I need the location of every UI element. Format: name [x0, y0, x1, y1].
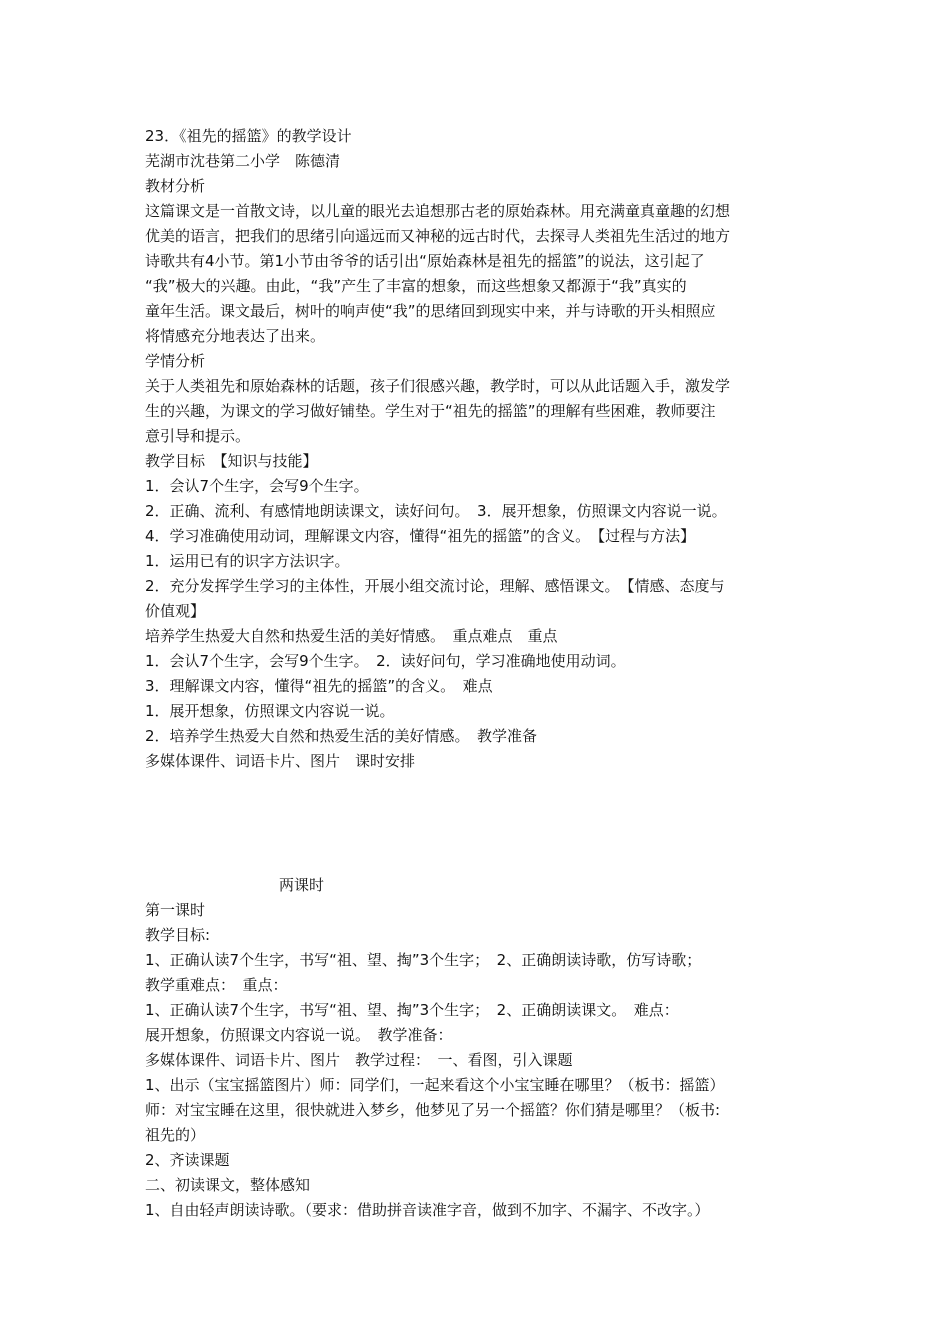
text-line: 第一课时 — [145, 901, 206, 919]
text-line: 展开想象，仿照课文内容说一说。 教学准备： — [145, 1026, 453, 1044]
text-line: “我”极大的兴趣。由此，“我”产生了丰富的想象，而这些想象又都源于“我”真实的 — [145, 277, 687, 295]
text-line: 1、出示（宝宝摇篮图片）师：同学们，一起来看这个小宝宝睡在哪里？（板书：摇篮） — [145, 1076, 725, 1094]
text-line: 学情分析 — [145, 352, 206, 370]
text-line: 这篇课文是一首散文诗，以儿童的眼光去追想那古老的原始森林。用充满童真童趣的幻想 — [145, 202, 731, 220]
text-line: 1、正确认读7个生字，书写“祖、望、掏”3个生字； 2、正确朗读课文。 难点： — [145, 1001, 679, 1019]
text-line: 优美的语言，把我们的思绪引向遥远而又神秘的远古时代，去探寻人类祖先生活过的地方 — [145, 227, 731, 245]
text-line: 生的兴趣，为课文的学习做好铺垫。学生对于“祖先的摇篮”的理解有些困难，教师要注 — [145, 402, 716, 420]
text-line: 关于人类祖先和原始森林的话题，孩子们很感兴趣，教学时，可以从此话题入手，激发学 — [145, 377, 731, 395]
text-line: 2．正确、流利、有感情地朗读课文，读好问句。 3．展开想象，仿照课文内容说一说。 — [145, 502, 727, 520]
text-line: 教学目标 【知识与技能】 — [145, 452, 318, 470]
section-one — [145, 124, 815, 774]
text-line: 1、自由轻声朗读诗歌。（要求：借助拼音读准字音，做到不加字、不漏字、不改字。） — [145, 1201, 710, 1219]
text-line: 祖先的） — [145, 1126, 206, 1144]
text-line: 价值观】 — [145, 602, 206, 620]
text-line: 23．《祖先的摇篮》的教学设计 — [145, 127, 352, 145]
text-line: 1．运用已有的识字方法识字。 — [145, 552, 350, 570]
text-line: 3．理解课文内容，懂得“祖先的摇篮”的含义。 难点 — [145, 677, 493, 695]
text-line: 4．学习准确使用动词，理解课文内容，懂得“祖先的摇篮”的含义。 【过程与方法】 — [145, 527, 696, 545]
text-line: 1．展开想象，仿照课文内容说一说。 — [145, 702, 395, 720]
text-line: 1．会认7个生字，会写9个生字。 — [145, 477, 369, 495]
text-line: 2、齐读课题 — [145, 1151, 230, 1169]
text-line: 教学目标: — [145, 926, 211, 944]
text-line: 二、初读课文，整体感知 — [145, 1176, 311, 1194]
text-line: 教材分析 — [145, 177, 206, 195]
text-line: 多媒体课件、词语卡片、图片 课时安排 — [145, 752, 416, 770]
text-line: 培养学生热爱大自然和热爱生活的美好情感。 重点难点 重点 — [145, 627, 558, 645]
text-line: 师：对宝宝睡在这里，很快就进入梦乡，他梦见了另一个摇篮？你们猜是哪里？（板书: — [145, 1101, 721, 1119]
text-line: 1．会认7个生字，会写9个生字。 2．读好问句，学习准确地使用动词。 — [145, 652, 626, 670]
text-line: 多媒体课件、词语卡片、图片 教学过程： 一、看图，引入课题 — [145, 1051, 573, 1069]
text-line: 将情感充分地表达了出来。 — [145, 327, 326, 345]
text-line: 2．培养学生热爱大自然和热爱生活的美好情感。 教学准备 — [145, 727, 538, 745]
text-line: 2．充分发挥学生学习的主体性，开展小组交流讨论，理解、感悟课文。 【情感、态度与 — [145, 577, 725, 595]
text-line: 1、正确认读7个生字，书写“祖、望、掏”3个生字； 2、正确朗读诗歌，仿写诗歌； — [145, 951, 702, 969]
class-hours-heading: 两课时 — [279, 876, 325, 894]
text-line: 意引导和提示。 — [145, 427, 251, 445]
text-line: 诗歌共有4小节。第1小节由爷爷的话引出“原始森林是祖先的摇篮”的说法，这引起了 — [145, 252, 705, 270]
text-line: 教学重难点： 重点： — [145, 976, 288, 994]
section-two — [145, 873, 815, 1223]
text-line: 童年生活。课文最后，树叶的响声使“我”的思绪回到现实中来，并与诗歌的开头相照应 — [145, 302, 716, 320]
text-line: 芜湖市沈巷第二小学 陈德清 — [145, 152, 341, 170]
